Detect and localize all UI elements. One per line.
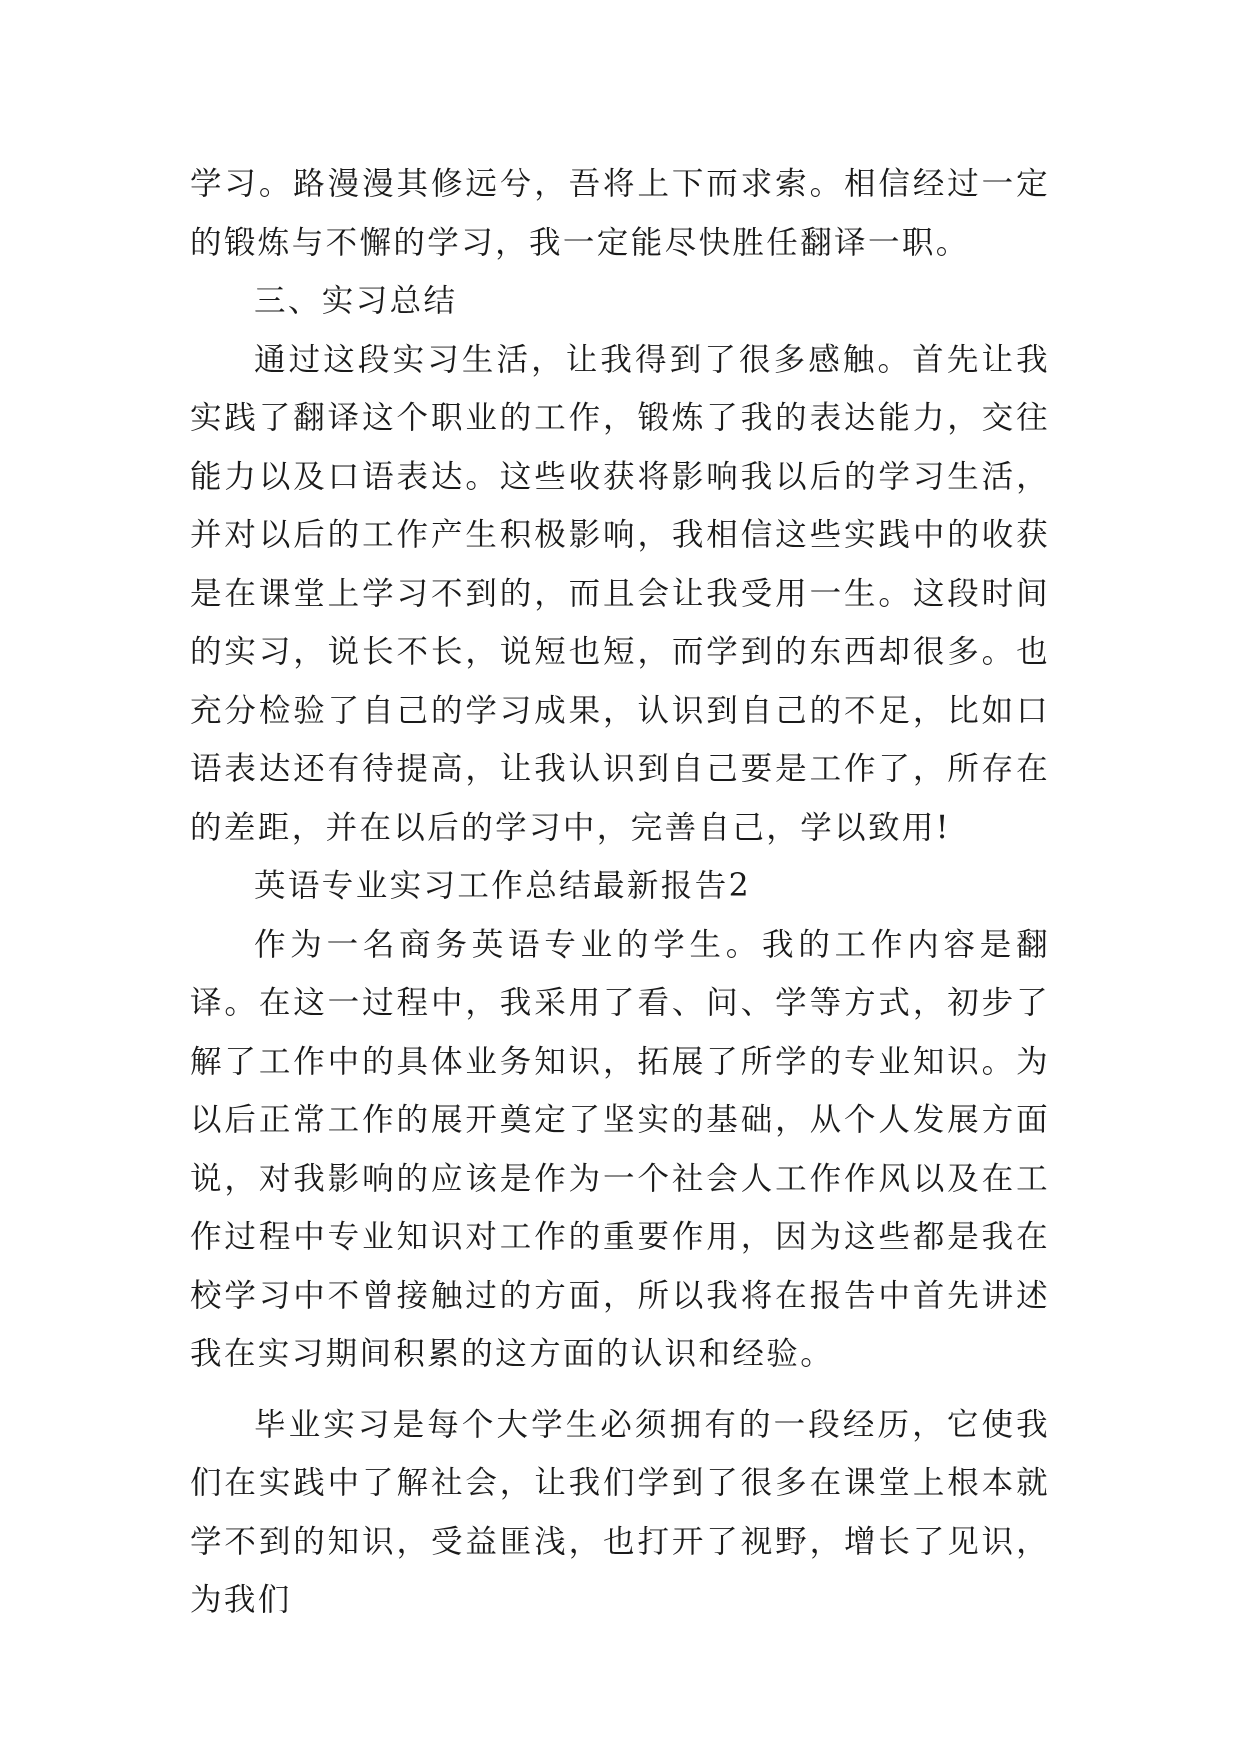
- paragraph-continuation: 学习。路漫漫其修远兮，吾将上下而求索。相信经过一定的锻炼与不懈的学习，我一定能尽快胜任翻译一职。: [190, 166, 1050, 261]
- paragraph-summary: 通过这段实习生活，让我得到了很多感触。首先让我实践了翻译这个职业的工作，锻炼了我的表达能力，交往能力以及口语表达。这些收获将影响我以后的学习生活，并对以后的工作产生积极影响，我相信这些实践中的收获是在课堂上学习不到的，而且会让我受用一生。这段时间的实习，说长不长，说短也短，而学到的东西却很多。也充分检验了自己的学习成果，认识到自己的不足，比如口语表达还有待提高，让我认识到自己要是工作了，所存在的差距，并在以后的学习中，完善自己，学以致用!: [190, 341, 1050, 846]
- section-heading: 三、实习总结: [254, 283, 458, 319]
- document-page: [190, 155, 1050, 1630]
- paragraph-intro: 作为一名商务英语专业的学生。我的工作内容是翻译。在这一过程中，我采用了看、问、学等方式，初步了解了工作中的具体业务知识，拓展了所学的专业知识。为以后正常工作的展开奠定了坚实的基础，从个人发展方面说，对我影响的应该是作为一个社会人工作作风以及在工作过程中专业知识对工作的重要作用，因为这些都是我在校学习中不曾接触过的方面，所以我将在报告中首先讲述我在实习期间积累的这方面的认识和经验。: [190, 926, 1050, 1372]
- report-title: 英语专业实习工作总结最新报告2: [254, 868, 752, 904]
- paragraph-graduation-internship: 毕业实习是每个大学生必须拥有的一段经历，它使我们在实践中了解社会，让我们学到了很多在课堂上根本就学不到的知识，受益匪浅，也打开了视野，增长了见识，为我们: [190, 1406, 1050, 1618]
